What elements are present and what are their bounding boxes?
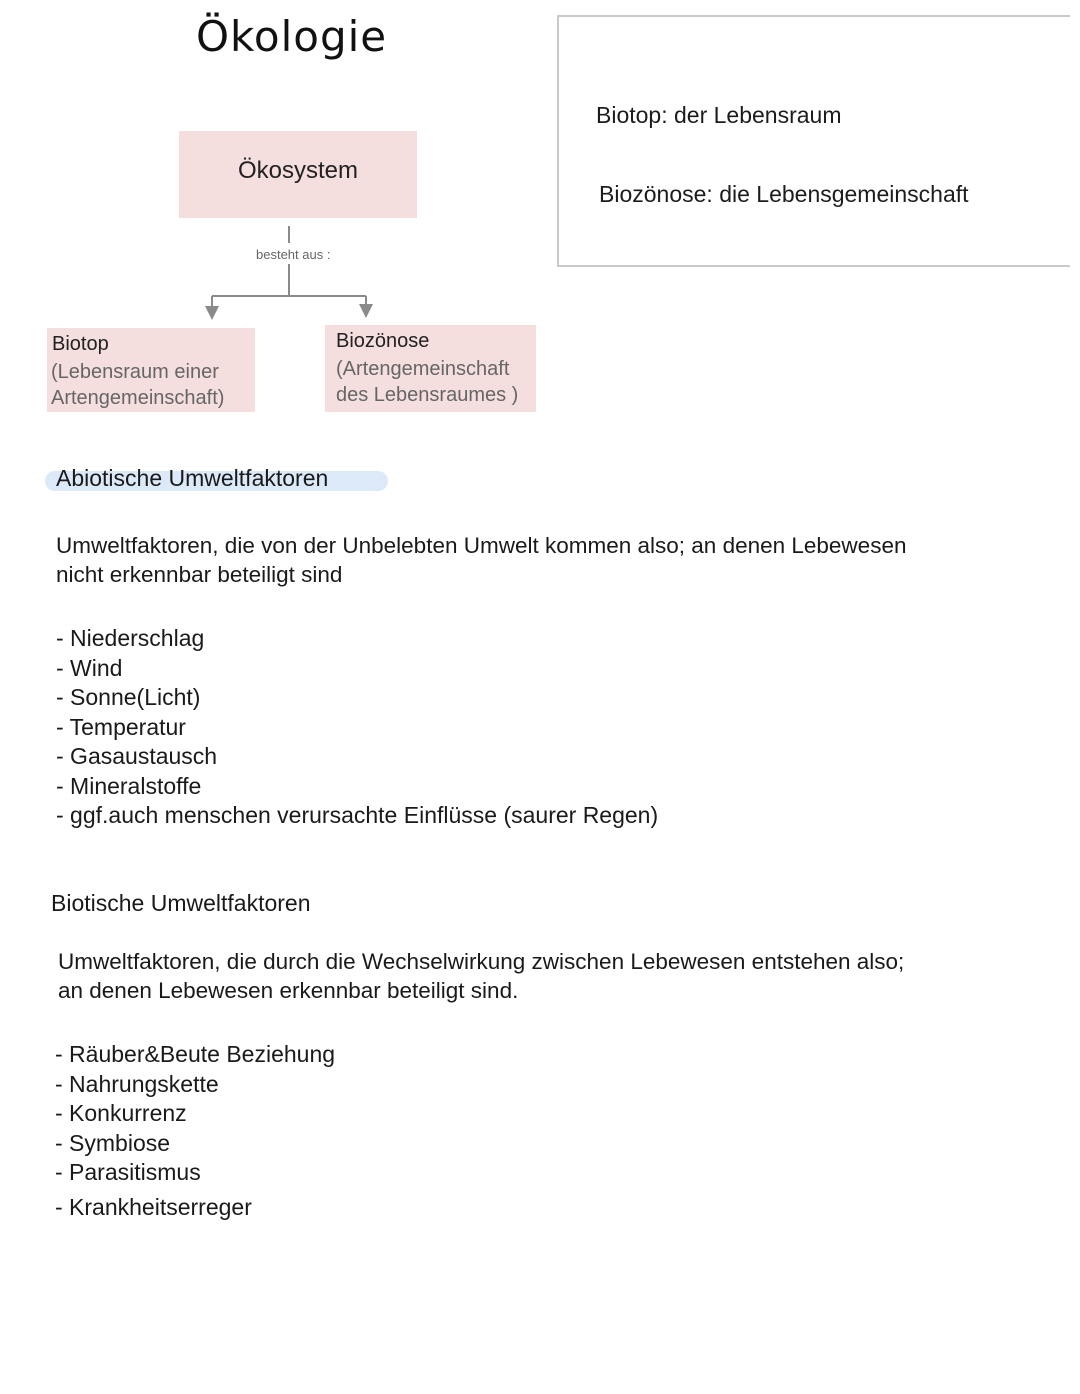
biozoenose-box: [325, 325, 536, 412]
list-item: - Symbiose: [55, 1129, 171, 1156]
definition-biozoenose: Biozönose: die Lebensgemeinschaft: [599, 181, 969, 207]
connector-label: besteht aus :: [256, 247, 331, 262]
list-item: - ggf.auch menschen verursachte Einflüsse (saurer Regen): [56, 802, 659, 828]
arrow-left-icon: [205, 306, 219, 320]
list-item: - Nahrungskette: [55, 1070, 219, 1097]
list-item: - Wind: [56, 654, 123, 681]
abiotic-heading: Abiotische Umweltfaktoren: [56, 465, 329, 491]
list-item: - Niederschlag: [56, 625, 205, 651]
definitions-box: [557, 15, 1070, 267]
biotop-sub-line2: Artengemeinschaft): [51, 387, 225, 409]
biotic-description-line2: an denen Lebewesen erkennbar beteiligt sind.: [58, 978, 519, 1003]
abiotic-description-line2: nicht erkennbar beteiligt sind: [56, 562, 343, 587]
abiotic-list: [56, 624, 658, 831]
page-title: Ökologie: [196, 12, 388, 61]
biozoenose-sub-line2: des Lebensraumes ): [336, 384, 519, 406]
biozoenose-sub-line1: (Artengemeinschaft: [336, 358, 510, 380]
abiotic-description: [56, 531, 1036, 589]
list-item: - Sonne(Licht): [56, 684, 201, 710]
biotic-description: [58, 947, 1038, 1005]
arrow-right-icon: [359, 304, 373, 318]
biotic-heading: Biotische Umweltfaktoren: [51, 890, 311, 916]
list-item: - Parasitismus: [55, 1159, 201, 1185]
list-item: - Gasaustausch: [56, 743, 218, 769]
list-item: - Krankheitserreger: [55, 1193, 252, 1220]
list-item: - Konkurrenz: [55, 1100, 187, 1126]
abiotic-description-line1: Umweltfaktoren, die von der Unbelebten Umwelt kommen also; an denen Lebewesen: [56, 533, 907, 558]
biotop-box: [47, 328, 255, 412]
list-item: - Temperatur: [56, 713, 186, 740]
biotic-description-line1: Umweltfaktoren, die durch die Wechselwirkung zwischen Lebewesen entstehen also;: [58, 949, 905, 974]
diagram-connectors: [0, 0, 600, 330]
biotop-sub-line1: (Lebensraum einer: [51, 361, 219, 383]
ecosystem-label: Ökosystem: [237, 157, 359, 184]
biozoenose-title: Biozönose: [336, 330, 430, 352]
biotop-title: Biotop: [52, 333, 109, 355]
list-item: - Mineralstoffe: [56, 772, 202, 799]
definition-biotop: Biotop: der Lebensraum: [596, 102, 842, 128]
list-item: - Räuber&Beute Beziehung: [55, 1041, 336, 1067]
biotic-list: [55, 1040, 335, 1222]
